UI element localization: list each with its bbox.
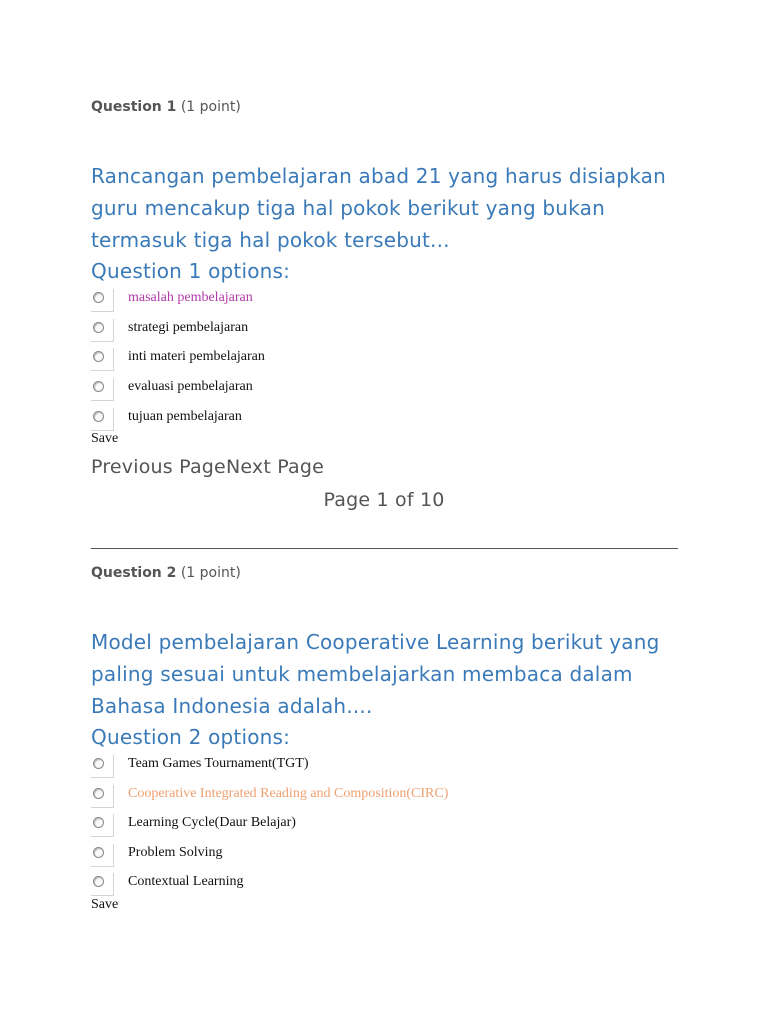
radio-icon[interactable]	[93, 381, 104, 392]
question-1-option[interactable]	[91, 319, 491, 343]
question-2-option[interactable]	[91, 873, 491, 897]
radio-button[interactable]	[91, 755, 114, 778]
option-label[interactable]: Problem Solving	[128, 845, 223, 860]
radio-button[interactable]	[91, 408, 114, 431]
option-label[interactable]: inti materi pembelajaran	[128, 349, 265, 364]
option-label[interactable]: strategi pembelajaran	[128, 320, 249, 335]
option-label[interactable]: Contextual Learning	[128, 874, 244, 889]
question-2-option[interactable]	[91, 755, 491, 779]
question-1-option[interactable]	[91, 289, 491, 313]
next-page-link[interactable]: Next Page	[225, 456, 325, 478]
option-label[interactable]: masalah pembelajaran	[128, 290, 253, 305]
option-label[interactable]: Cooperative Integrated Reading and Composition(CIRC)	[128, 786, 449, 801]
question-2-option[interactable]	[91, 814, 491, 838]
question-1-points: (1 point)	[180, 99, 241, 115]
question-2-text: Model pembelajaran Cooperative Learning berikut yang paling sesuai untuk membelajarkan membaca dalam Bahasa Indonesia adalah....	[91, 630, 660, 718]
save-button[interactable]: Save	[91, 431, 119, 446]
radio-button[interactable]	[91, 873, 114, 896]
radio-icon[interactable]	[93, 817, 104, 828]
question-1-header	[91, 99, 241, 115]
question-1-label: Question 1	[91, 99, 177, 115]
option-label[interactable]: Team Games Tournament(TGT)	[128, 756, 309, 771]
radio-button[interactable]	[91, 814, 114, 837]
question-2-option[interactable]	[91, 844, 491, 868]
question-2-points: (1 point)	[180, 565, 241, 581]
radio-button[interactable]	[91, 289, 114, 312]
radio-icon[interactable]	[93, 351, 104, 362]
question-1-options-title: Question 1 options:	[91, 259, 291, 283]
divider	[91, 548, 678, 549]
question-2-header	[91, 565, 241, 581]
radio-icon[interactable]	[93, 847, 104, 858]
question-1-option[interactable]	[91, 348, 491, 372]
radio-icon[interactable]	[93, 292, 104, 303]
radio-button[interactable]	[91, 378, 114, 401]
radio-icon[interactable]	[93, 788, 104, 799]
pagination-links	[91, 456, 324, 478]
option-label[interactable]: evaluasi pembelajaran	[128, 379, 253, 394]
question-2-label: Question 2	[91, 565, 177, 581]
radio-icon[interactable]	[93, 411, 104, 422]
question-2-option[interactable]	[91, 785, 491, 809]
radio-button[interactable]	[91, 319, 114, 342]
radio-icon[interactable]	[93, 876, 104, 887]
question-1-option[interactable]	[91, 408, 491, 432]
question-1-option[interactable]	[91, 378, 491, 402]
question-2-options-title: Question 2 options:	[91, 725, 291, 749]
option-label[interactable]: Learning Cycle(Daur Belajar)	[128, 815, 296, 830]
page-indicator: Page 1 of 10	[323, 489, 445, 511]
question-1-text: Rancangan pembelajaran abad 21 yang harus disiapkan guru mencakup tiga hal pokok berikut yang bukan termasuk tiga hal pokok tersebut...	[91, 164, 666, 252]
previous-page-link[interactable]: Previous Page	[91, 456, 226, 478]
save-button[interactable]: Save	[91, 897, 119, 912]
radio-icon[interactable]	[93, 758, 104, 769]
radio-button[interactable]	[91, 844, 114, 867]
radio-button[interactable]	[91, 348, 114, 371]
radio-icon[interactable]	[93, 322, 104, 333]
radio-button[interactable]	[91, 785, 114, 808]
option-label[interactable]: tujuan pembelajaran	[128, 409, 242, 424]
